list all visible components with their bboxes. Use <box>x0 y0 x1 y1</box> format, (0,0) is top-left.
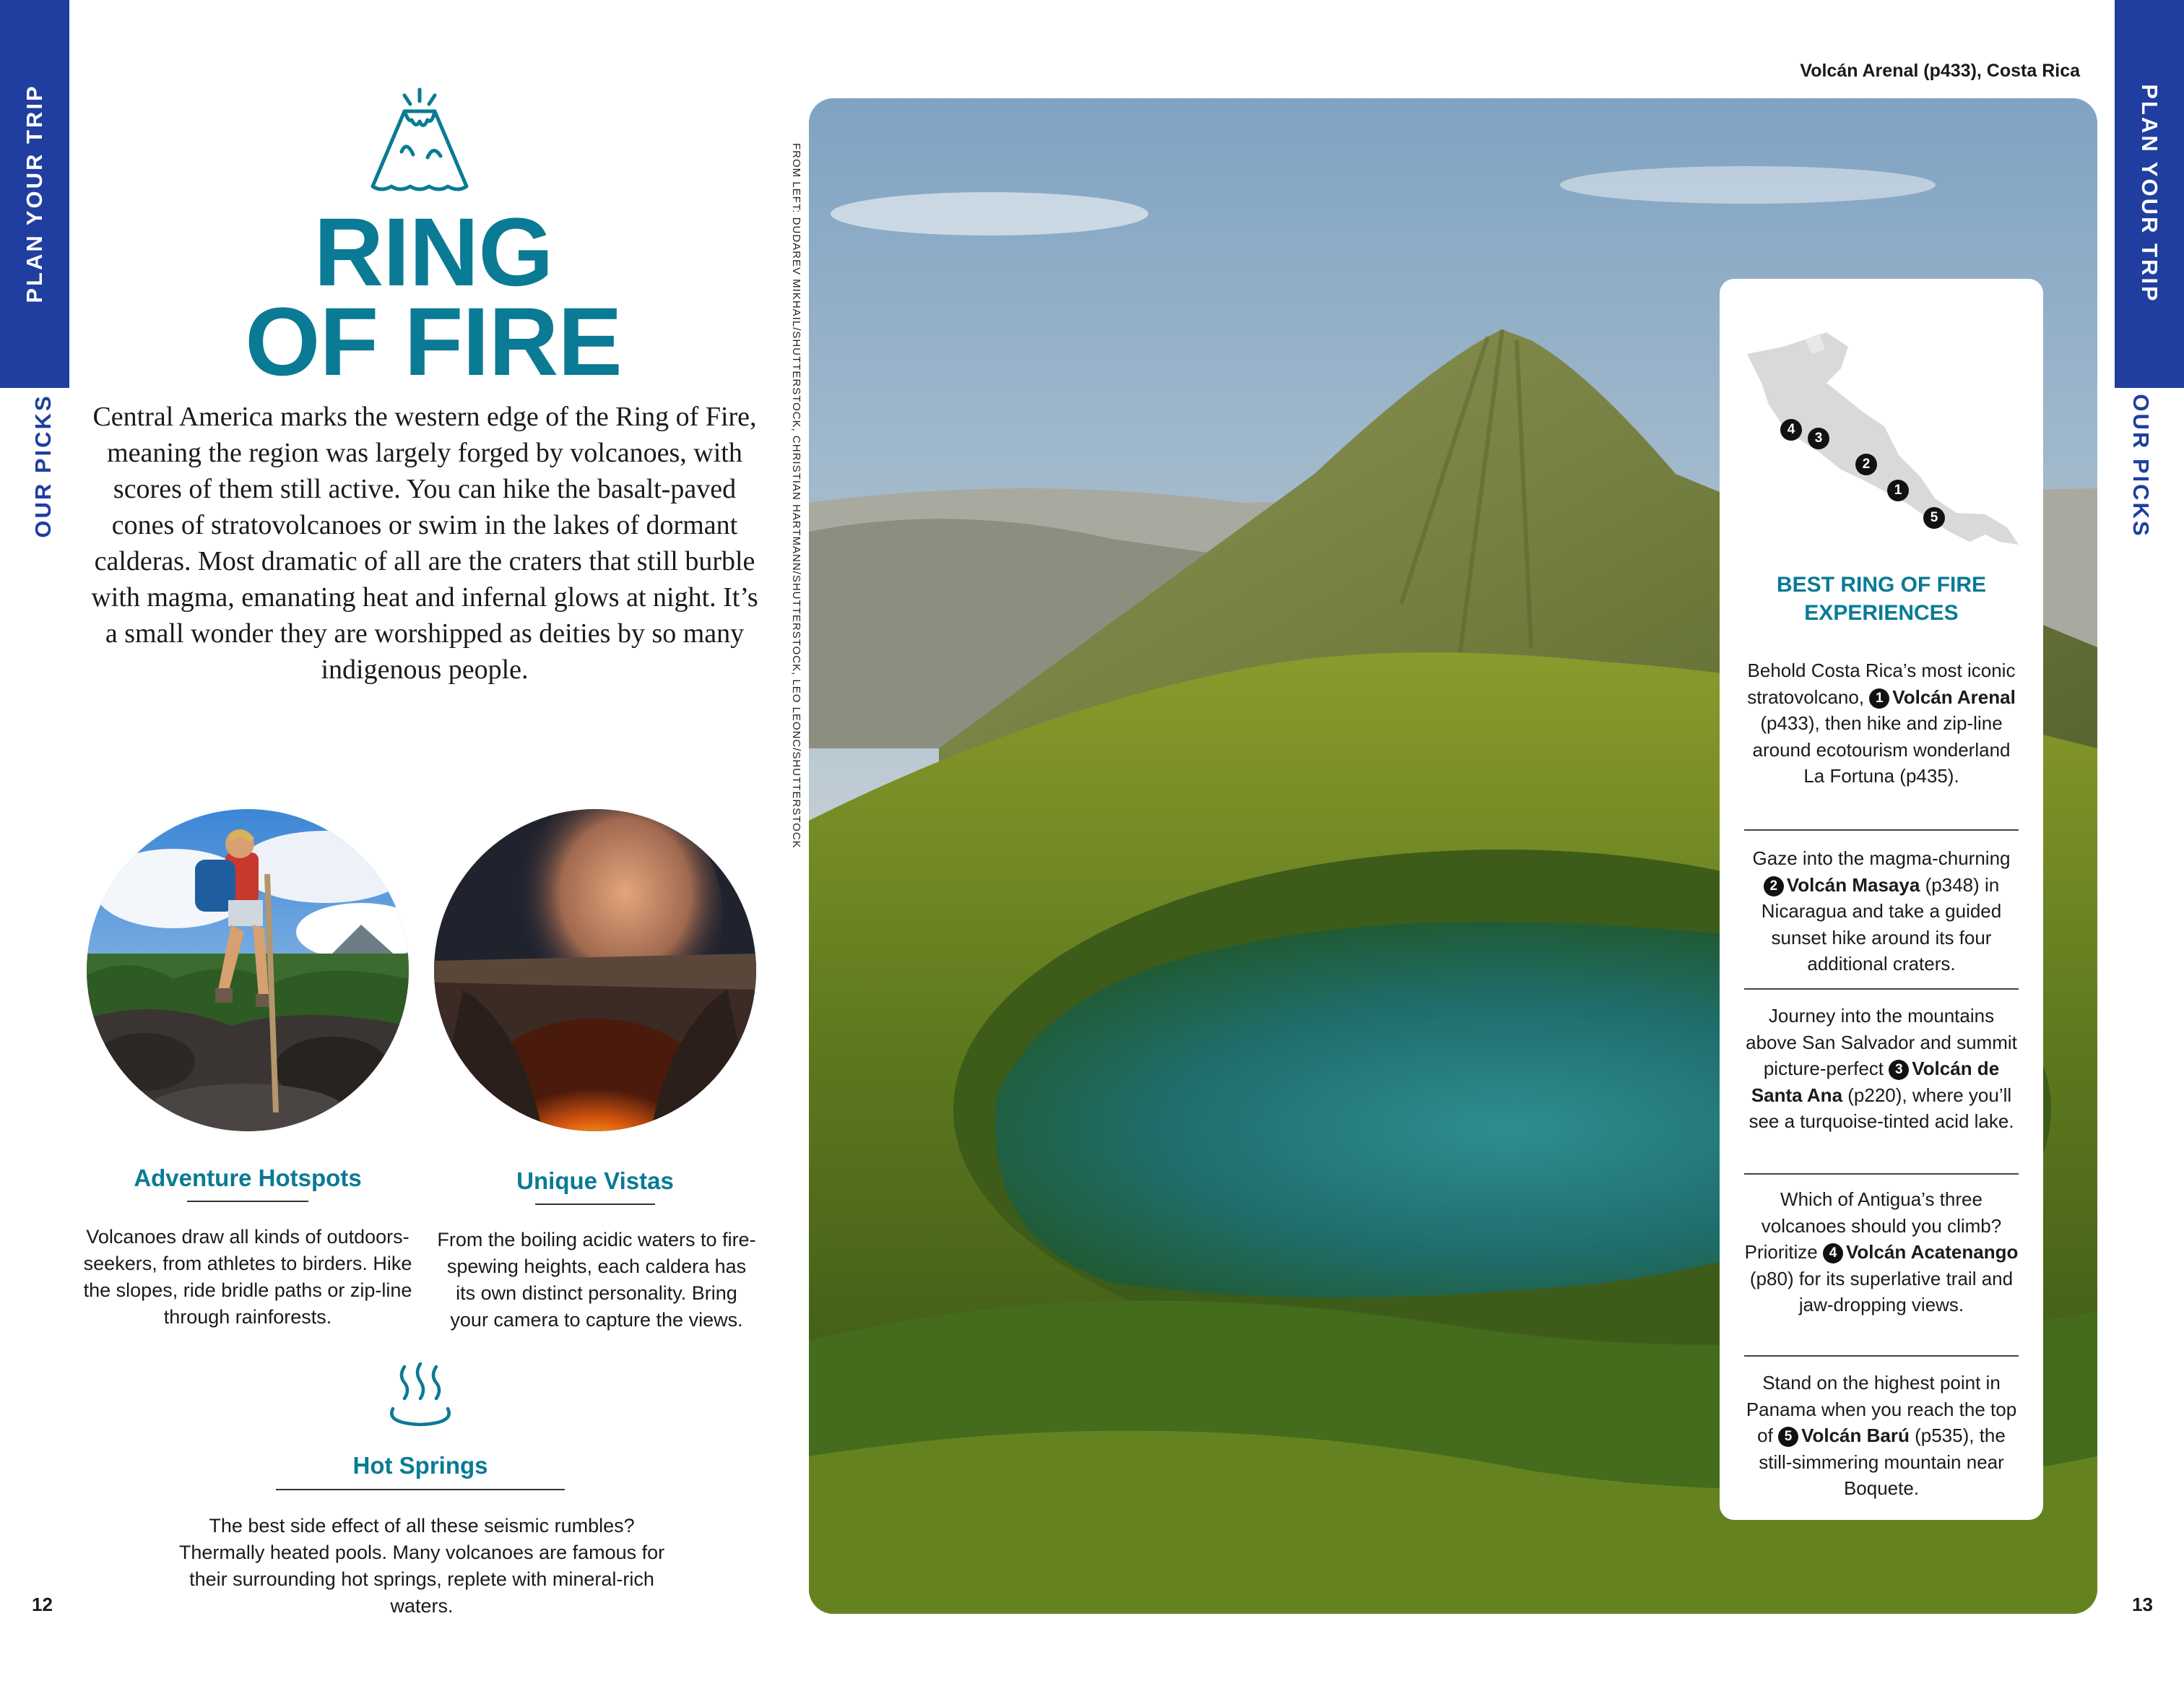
experience-item <box>1744 1370 2019 1502</box>
page-number-right: 13 <box>2132 1594 2153 1615</box>
experience-text-before: Stand on the highest point in Panama when you reach the top of <box>1746 1372 2017 1446</box>
volcano-name: Volcán de Santa Ana <box>1751 1058 2000 1106</box>
central-america-map <box>1740 325 2022 556</box>
unique-vistas-heading: Unique Vistas <box>516 1167 674 1194</box>
number-badge: 2 <box>1764 876 1784 896</box>
experience-item <box>1744 1003 2019 1135</box>
map-marker-1: 1 <box>1887 480 1909 501</box>
hot-springs-text: The best side effect of all these seismic rumbles? Thermally heated pools. Many volcanoes are famous for their surrounding hot springs, replete with mineral-rich waters. <box>178 1515 665 1617</box>
adventure-hotspots-rule <box>187 1201 308 1202</box>
adventure-hotspots-heading: Adventure Hotspots <box>134 1164 362 1191</box>
our-picks-label-left: OUR PICKS <box>30 394 56 538</box>
item-divider <box>1744 829 2019 831</box>
volcano-name: Volcán Acatenango <box>1845 1241 2019 1263</box>
number-badge: 4 <box>1823 1243 1843 1263</box>
volcano-icon <box>367 85 472 198</box>
page-title <box>217 199 650 396</box>
experience-text-before: Journey into the mountains above San Salvador and summit picture-perfect <box>1746 1005 2017 1079</box>
adventure-hotspots-text: Volcanoes draw all kinds of outdoors-seekers, from athletes to birders. Hike the slopes, ride bridle paths or zip-line through rainforests. <box>83 1226 412 1328</box>
our-picks-label-right: OUR PICKS <box>2128 394 2154 538</box>
volcano-name: Volcán Masaya <box>1786 873 1920 896</box>
hot-springs-heading: Hot Springs <box>352 1452 488 1479</box>
hot-springs-icon <box>383 1361 458 1430</box>
title-line-1: RING <box>313 199 553 306</box>
experience-text-after: (p80) for its superlative trail and jaw-dropping views. <box>1749 1267 2014 1315</box>
experiences-heading-line-1: BEST RING OF FIRE <box>1776 573 1986 597</box>
experience-item <box>1744 845 2019 977</box>
hiker-photo <box>87 809 409 1131</box>
plan-your-trip-tab-right <box>2115 0 2184 388</box>
experience-text-before: Which of Antigua’s three volcanoes should you climb? Prioritize <box>1744 1188 2002 1263</box>
plan-your-trip-label-right: PLAN YOUR TRIP <box>2137 84 2162 303</box>
experiences-heading <box>1720 571 2043 627</box>
map-marker-5: 5 <box>1923 507 1945 529</box>
unique-vistas-text: From the boiling acidic waters to fire-spewing heights, each caldera has its own distinct personality. Bring your camera to capture the views. <box>437 1229 756 1331</box>
experiences-panel <box>1720 279 2043 1520</box>
map-marker-3: 3 <box>1808 428 1829 449</box>
experience-text-after: (p348) in Nicaragua and take a guided sunset hike around its four additional craters. <box>1761 873 2002 975</box>
map-marker-2: 2 <box>1855 454 1877 475</box>
volcano-name: Volcán Barú <box>1801 1425 1910 1446</box>
lava-crater-photo <box>434 809 756 1131</box>
experience-text-before: Behold Costa Rica’s most iconic stratovolcano, <box>1747 660 2016 708</box>
experience-item <box>1744 657 2019 790</box>
number-badge: 5 <box>1778 1427 1798 1447</box>
photo-credit: FROM LEFT: DUDAREV MIKHAIL/SHUTTERSTOCK, CHRISTIAN HARTMANN/SHUTTERSTOCK, LEO LEONC/SHUTTERSTOCK <box>790 143 802 849</box>
hot-springs-rule <box>276 1489 565 1490</box>
experiences-heading-line-2: EXPERIENCES <box>1804 601 1959 625</box>
main-photo-caption: Volcán Arenal (p433), Costa Rica <box>1800 61 2080 81</box>
item-divider <box>1744 1173 2019 1175</box>
number-badge: 3 <box>1889 1060 1909 1080</box>
experience-text-after: (p220), where you’ll see a turquoise-tinted acid lake. <box>1748 1084 2014 1132</box>
experience-item <box>1744 1186 2019 1318</box>
item-divider <box>1744 1355 2019 1357</box>
plan-your-trip-tab-left <box>0 0 69 388</box>
intro-paragraph: Central America marks the western edge of the Ring of Fire, meaning the region was largely forged by volcanoes, with scores of them still active. You can hike the basalt-paved cones of stratovolcanoes or swim in the lakes of dormant calderas. Most dramatic of all are the craters that still burble with magma, emanating heat and infernal glows at night. It’s a small wonder they are worshipped as deities by so many indigenous people. <box>91 402 758 685</box>
experience-text-after: (p433), then hike and zip-line around ecotourism wonderland La Fortuna (p435). <box>1752 712 2011 787</box>
experience-text-after: (p535), the still-simmering mountain near Boquete. <box>1759 1425 2006 1499</box>
map-marker-4: 4 <box>1780 419 1802 441</box>
plan-your-trip-label-left: PLAN YOUR TRIP <box>22 84 47 303</box>
experience-text-before: Gaze into the magma-churning <box>1752 847 2011 869</box>
item-divider <box>1744 988 2019 990</box>
volcano-name: Volcán Arenal <box>1892 686 2016 708</box>
number-badge: 1 <box>1869 688 1889 709</box>
page-number-left: 12 <box>32 1594 53 1615</box>
unique-vistas-rule <box>535 1204 655 1205</box>
title-line-2: OF FIRE <box>245 288 622 396</box>
